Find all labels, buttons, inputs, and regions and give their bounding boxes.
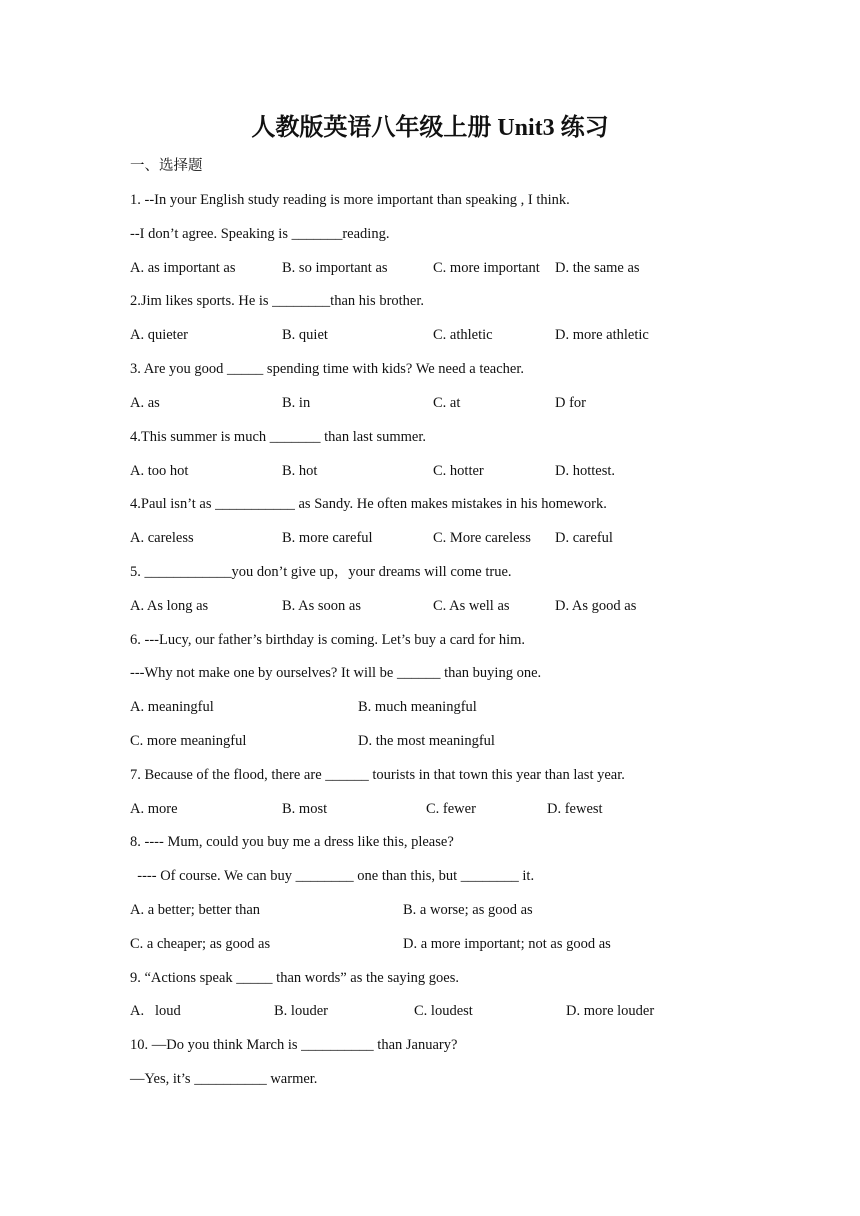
q8-option-b: B. a worse; as good as <box>403 902 533 918</box>
q1-option-c: C. more important <box>433 260 540 276</box>
question-1-text-2: --I don’t agree. Speaking is _______reading. <box>130 226 390 242</box>
q4-option-d: D. hottest. <box>555 463 616 479</box>
q6-option-b: B. much meaningful <box>358 699 477 715</box>
q4b-option-c: C. More careless <box>433 530 531 546</box>
q4-option-b: B. hot <box>282 463 318 479</box>
question-8-text: 8. ---- Mum, could you buy me a dress like this, please? <box>130 834 454 850</box>
page-title: 人教版英语八年级上册 Unit3 练习 <box>251 115 609 141</box>
question-6-text-2: ---Why not make one by ourselves? It will be ______ than buying one. <box>130 665 542 681</box>
question-6-text: 6. ---Lucy, our father’s birthday is coming. Let’s buy a card for him. <box>130 632 526 648</box>
q9-option-c: C. loudest <box>414 1003 473 1019</box>
q8-option-c: C. a cheaper; as good as <box>130 936 271 952</box>
question-4b-text: 4.Paul isn’t as ___________ as Sandy. He often makes mistakes in his homework. <box>130 496 607 512</box>
q3-option-c: C. at <box>433 395 461 411</box>
question-8-text-2: ---- Of course. We can buy ________ one than this, but ________ it. <box>130 868 535 884</box>
q7-option-c: C. fewer <box>426 801 476 817</box>
q1-option-b: B. so important as <box>282 260 388 276</box>
q3-option-d: D for <box>555 395 587 411</box>
q5-option-a: A. As long as <box>130 598 209 614</box>
question-4-text: 4.This summer is much _______ than last summer. <box>130 429 427 445</box>
q2-option-c: C. athletic <box>433 327 493 343</box>
q6-option-d: D. the most meaningful <box>358 733 495 749</box>
q2-option-b: B. quiet <box>282 327 328 343</box>
q6-option-a: A. meaningful <box>130 699 214 715</box>
q4b-option-d: D. careful <box>555 530 613 546</box>
q7-option-d: D. fewest <box>547 801 603 817</box>
q3-option-b: B. in <box>282 395 311 411</box>
question-3-text: 3. Are you good _____ spending time with kids? We need a teacher. <box>130 361 525 377</box>
q6-option-c: C. more meaningful <box>130 733 247 749</box>
section-heading: 一、选择题 <box>130 158 203 174</box>
q9-option-d: D. more louder <box>566 1003 655 1019</box>
question-5-text: 5. ____________you don’t give up，your dreams will come true. <box>130 564 512 580</box>
q1-option-d: D. the same as <box>555 260 640 276</box>
q2-option-d: D. more athletic <box>555 327 649 343</box>
q1-option-a: A. as important as <box>130 260 236 276</box>
q2-option-a: A. quieter <box>130 327 188 343</box>
q4b-option-a: A. careless <box>130 530 194 546</box>
question-1-text: 1. --In your English study reading is more important than speaking , I think. <box>130 192 570 208</box>
question-2-text: 2.Jim likes sports. He is ________than his brother. <box>130 293 425 309</box>
q9-option-a: A. loud <box>130 1003 181 1019</box>
q4-option-c: C. hotter <box>433 463 484 479</box>
question-10-text-2: —Yes, it’s __________ warmer. <box>130 1071 318 1087</box>
question-9-text: 9. “Actions speak _____ than words” as the saying goes. <box>130 970 460 986</box>
q8-option-d: D. a more important; not as good as <box>403 936 611 952</box>
question-10-text: 10. —Do you think March is __________ than January? <box>130 1037 458 1053</box>
q5-option-b: B. As soon as <box>282 598 361 614</box>
q7-option-b: B. most <box>282 801 328 817</box>
q5-option-d: D. As good as <box>555 598 637 614</box>
q8-option-a: A. a better; better than <box>130 902 261 918</box>
q4-option-a: A. too hot <box>130 463 189 479</box>
q4b-option-b: B. more careful <box>282 530 373 546</box>
q7-option-a: A. more <box>130 801 178 817</box>
question-7-text: 7. Because of the flood, there are ______ tourists in that town this year than last year. <box>130 767 625 783</box>
q5-option-c: C. As well as <box>433 598 510 614</box>
q3-option-a: A. as <box>130 395 160 411</box>
q9-option-b: B. louder <box>274 1003 328 1019</box>
